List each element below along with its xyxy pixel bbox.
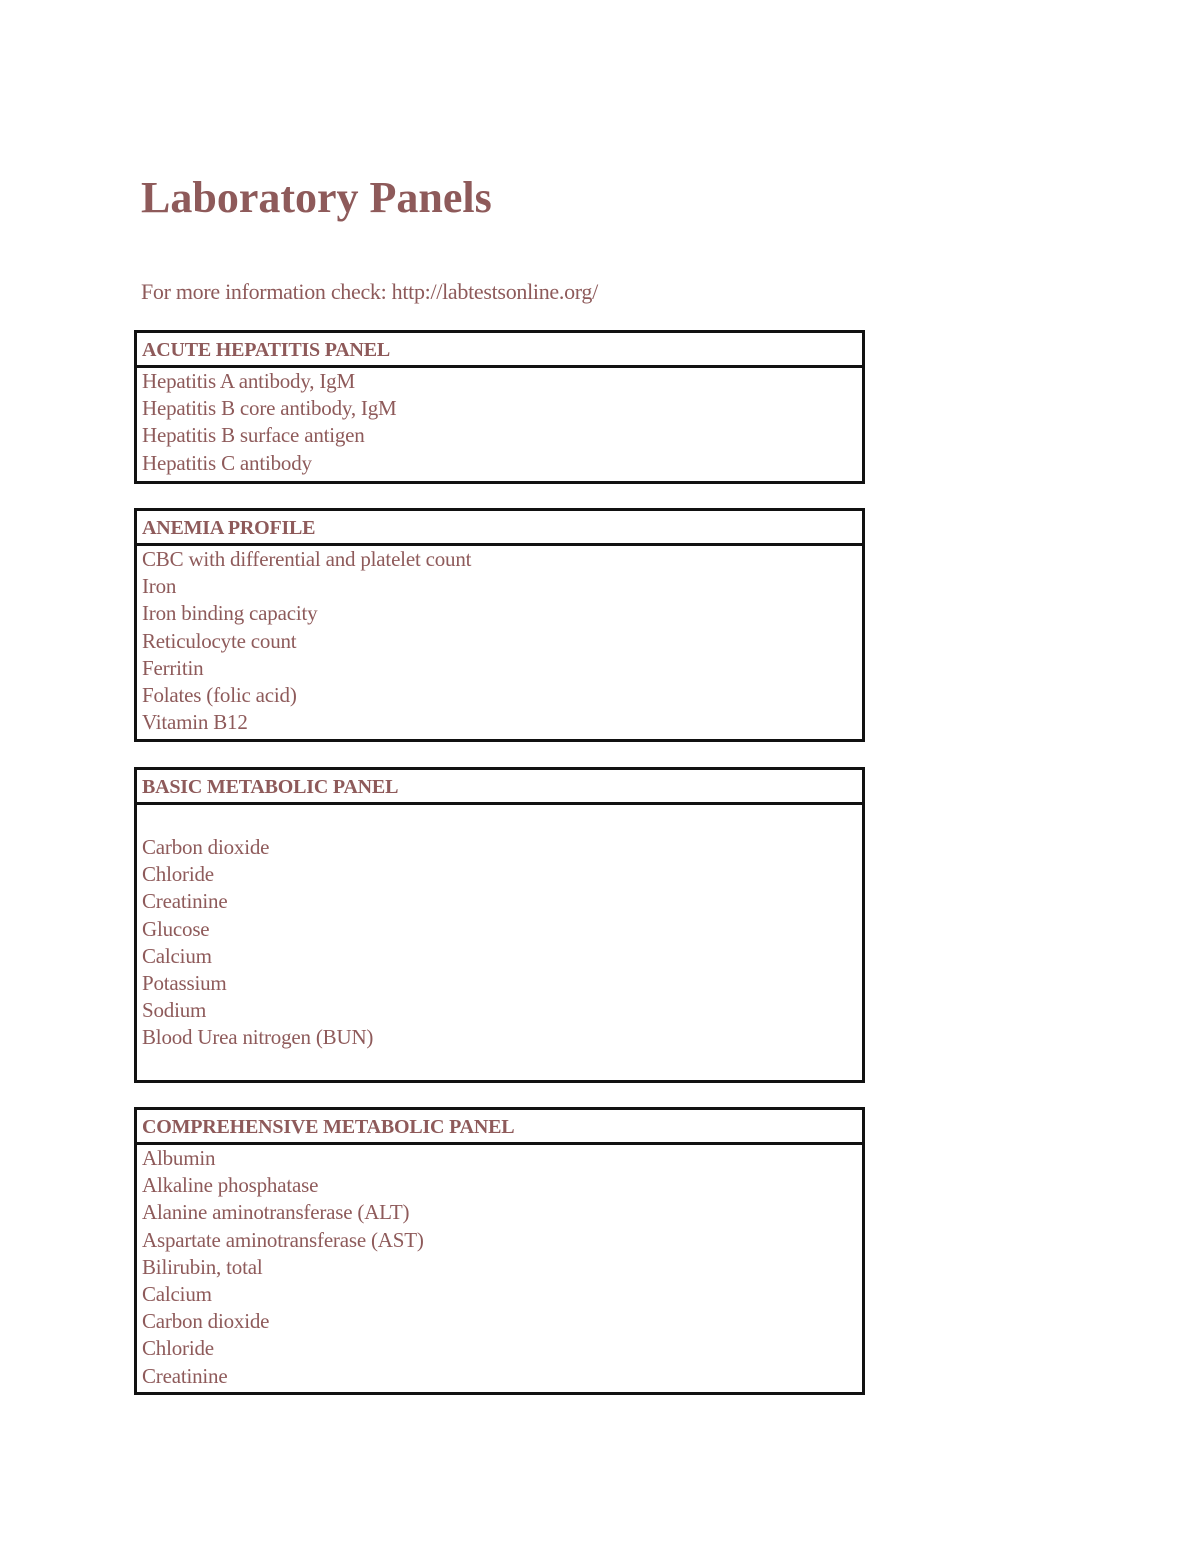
panel-item: Calcium <box>142 943 212 968</box>
panel-item-list <box>137 1145 862 1390</box>
panel-item: Bilirubin, total <box>142 1254 263 1279</box>
panel-anemia-profile <box>134 508 865 742</box>
panel-item: Reticulocyte count <box>142 628 297 653</box>
panel-item: Alkaline phosphatase <box>142 1173 319 1198</box>
panel-item: Iron binding capacity <box>142 601 318 626</box>
panel-item: Carbon dioxide <box>142 1309 270 1334</box>
panel-comprehensive-metabolic <box>134 1107 865 1395</box>
panel-item: Iron <box>142 574 177 599</box>
panel-item: Hepatitis A antibody, IgM <box>142 369 355 393</box>
panel-basic-metabolic <box>134 767 865 1083</box>
page-title: Laboratory Panels <box>141 173 492 222</box>
panel-item: Hepatitis B surface antigen <box>142 423 365 448</box>
panel-item: Carbon dioxide <box>142 835 270 859</box>
panel-item-list <box>137 805 862 1052</box>
panel-item: Hepatitis B core antibody, IgM <box>142 396 397 421</box>
panel-item: Folates (folic acid) <box>142 682 297 707</box>
panel-item: Potassium <box>142 970 227 995</box>
panel-item: Sodium <box>142 998 207 1023</box>
panel-header: BASIC METABOLIC PANEL <box>137 770 862 805</box>
panel-item: Creatinine <box>142 889 228 914</box>
panel-header: ACUTE HEPATITIS PANEL <box>137 333 862 368</box>
panel-item: Aspartate aminotransferase (AST) <box>142 1227 424 1252</box>
panel-item: Alanine aminotransferase (ALT) <box>142 1200 410 1225</box>
panel-header: ANEMIA PROFILE <box>137 511 862 546</box>
panel-item-list <box>137 368 862 477</box>
panel-item: Creatinine <box>142 1363 228 1388</box>
panel-header: COMPREHENSIVE METABOLIC PANEL <box>137 1110 862 1145</box>
panel-item: Chloride <box>142 1336 214 1361</box>
panel-item-list <box>137 546 862 736</box>
panel-item: Calcium <box>142 1281 212 1306</box>
panel-acute-hepatitis <box>134 330 865 484</box>
panel-item: Blood Urea nitrogen (BUN) <box>142 1025 374 1050</box>
panel-item: Chloride <box>142 862 214 887</box>
panel-item: Glucose <box>142 916 210 941</box>
panel-item: Hepatitis C antibody <box>142 450 312 475</box>
panel-item: Vitamin B12 <box>142 710 248 735</box>
panel-item: Albumin <box>142 1146 216 1170</box>
panel-item: Ferritin <box>142 655 204 680</box>
panel-item: CBC with differential and platelet count <box>142 547 472 571</box>
info-text: For more information check: http://labtestsonline.org/ <box>141 279 598 304</box>
